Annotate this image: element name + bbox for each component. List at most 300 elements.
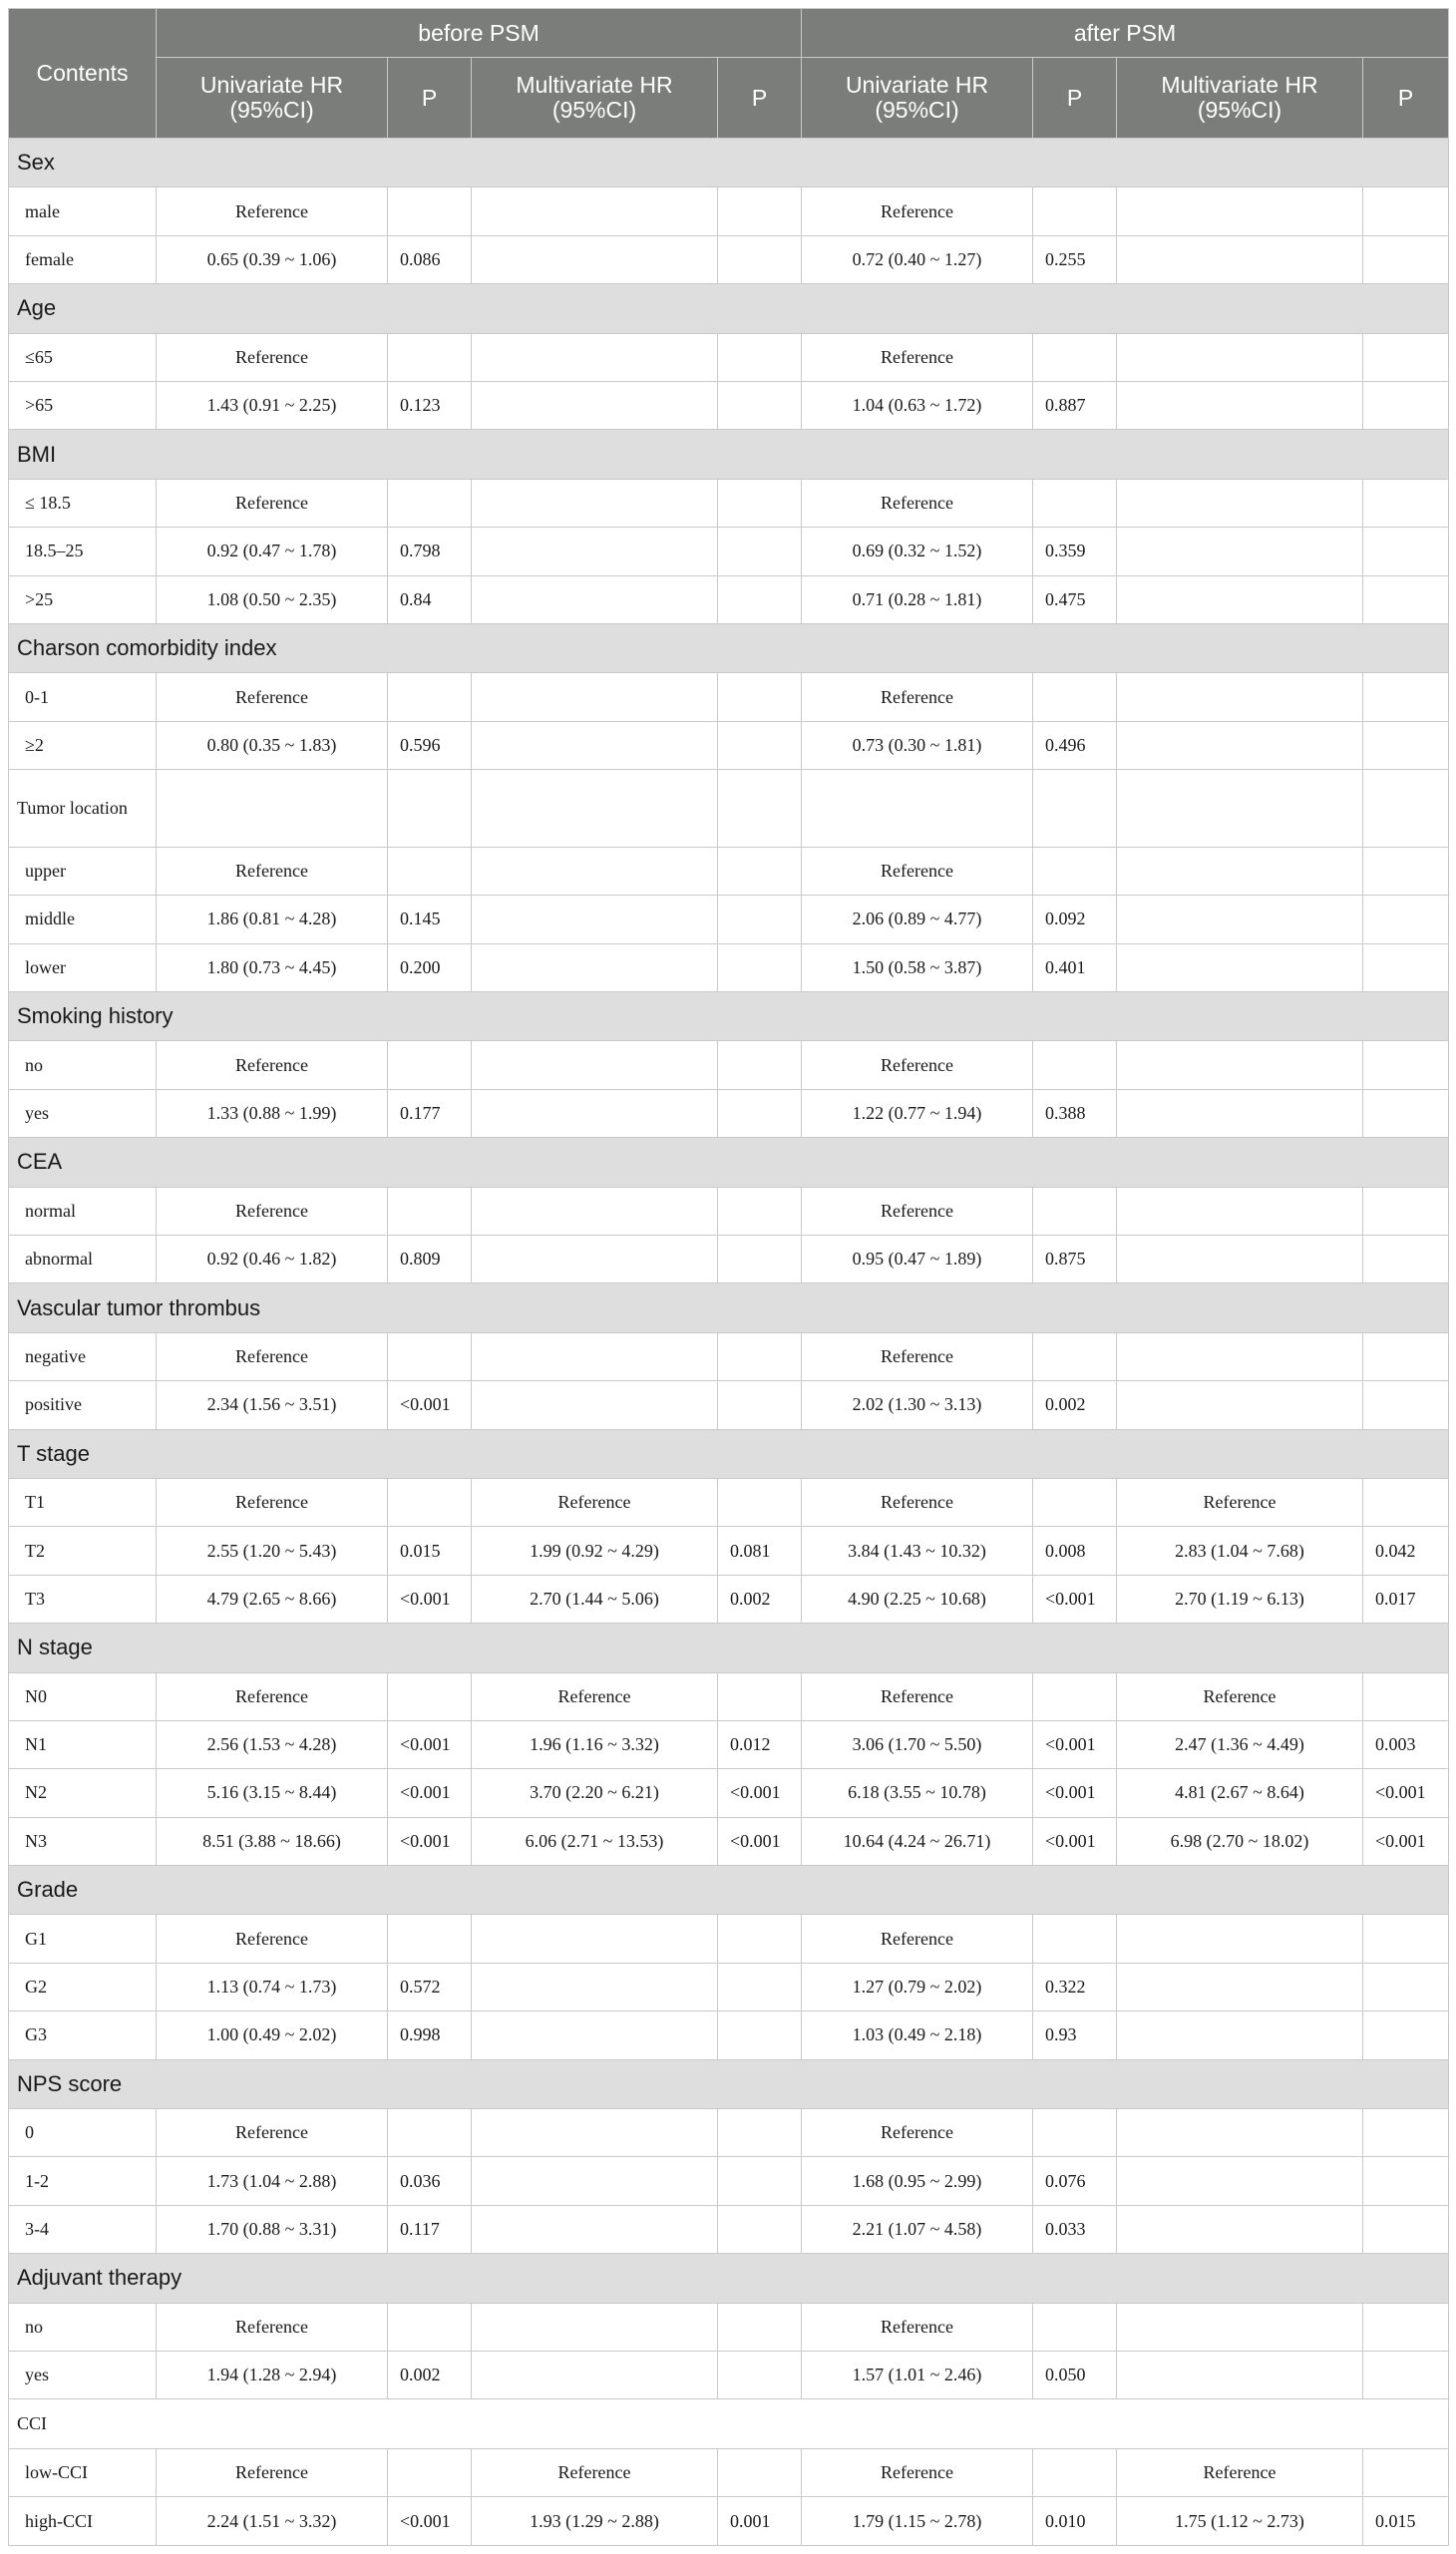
- p-value-cell: [1363, 235, 1449, 283]
- p-value-cell: <0.001: [388, 2497, 472, 2546]
- row-label: 3-4: [9, 2205, 157, 2253]
- p-value-cell: [718, 333, 802, 381]
- p-value-cell: [718, 2205, 802, 2253]
- univariate-hr-cell: Reference: [157, 673, 388, 721]
- univariate-hr-cell: 0.69 (0.32 ~ 1.52): [802, 528, 1033, 575]
- multivariate-hr-cell: [1117, 1041, 1363, 1089]
- section-header-row: [9, 284, 1449, 333]
- row-label: 0-1: [9, 673, 157, 721]
- multivariate-hr-cell: [472, 2109, 718, 2157]
- p-value-cell: [1363, 1381, 1449, 1429]
- section-header-row: [9, 1138, 1449, 1187]
- multivariate-hr-cell: [1117, 333, 1363, 381]
- multivariate-hr-cell: [1117, 479, 1363, 527]
- p-value-cell: 0.010: [1033, 2497, 1117, 2546]
- p-value-cell: 0.998: [388, 2011, 472, 2059]
- univariate-hr-cell: [157, 770, 388, 848]
- multivariate-hr-cell: 2.70 (1.19 ~ 6.13): [1117, 1575, 1363, 1623]
- univariate-hr-cell: Reference: [157, 847, 388, 895]
- univariate-hr-cell: Reference: [157, 1187, 388, 1235]
- p-value-cell: [718, 1915, 802, 1963]
- univariate-hr-cell: 8.51 (3.88 ~ 18.66): [157, 1817, 388, 1865]
- row-label: 18.5–25: [9, 528, 157, 575]
- row-label: yes: [9, 2352, 157, 2399]
- p-value-cell: [388, 2448, 472, 2496]
- univariate-hr-cell: Reference: [157, 479, 388, 527]
- univariate-hr-cell: 2.34 (1.56 ~ 3.51): [157, 1381, 388, 1429]
- multivariate-hr-cell: [472, 1235, 718, 1282]
- p-value-cell: [1033, 333, 1117, 381]
- univariate-hr-cell: Reference: [802, 1478, 1033, 1526]
- table-row: [9, 847, 1449, 895]
- multivariate-hr-cell: [472, 721, 718, 769]
- p-value-cell: [1363, 770, 1449, 848]
- p-value-cell: 0.015: [388, 1527, 472, 1575]
- section-header-row: [9, 139, 1449, 187]
- p-value-cell: <0.001: [1033, 1817, 1117, 1865]
- multivariate-hr-cell: [1117, 187, 1363, 235]
- row-label: 0: [9, 2109, 157, 2157]
- p-value-cell: [1363, 1187, 1449, 1235]
- univariate-hr-cell: Reference: [157, 2109, 388, 2157]
- p-value-cell: <0.001: [1363, 1817, 1449, 1865]
- p-value-cell: 0.076: [1033, 2157, 1117, 2205]
- p-value-cell: 0.002: [1033, 1381, 1117, 1429]
- multivariate-hr-cell: [1117, 1089, 1363, 1137]
- table-row: [9, 235, 1449, 283]
- univariate-hr-cell: Reference: [802, 847, 1033, 895]
- multivariate-hr-cell: [1117, 2011, 1363, 2059]
- univariate-hr-cell: Reference: [802, 187, 1033, 235]
- p-value-cell: <0.001: [388, 1720, 472, 1768]
- p-value-cell: [718, 235, 802, 283]
- table-row: [9, 1672, 1449, 1720]
- multivariate-hr-cell: Reference: [472, 2448, 718, 2496]
- table-row: [9, 1720, 1449, 1768]
- multivariate-hr-cell: [472, 187, 718, 235]
- univariate-hr-cell: 1.22 (0.77 ~ 1.94): [802, 1089, 1033, 1137]
- multivariate-hr-cell: [472, 2303, 718, 2351]
- section-title: Vascular tumor thrombus: [9, 1283, 1449, 1332]
- section-header-row: [9, 1624, 1449, 1672]
- p-value-cell: 0.117: [388, 2205, 472, 2253]
- p-value-cell: [1363, 2352, 1449, 2399]
- multivariate-hr-cell: [1117, 1187, 1363, 1235]
- univariate-hr-cell: Reference: [802, 673, 1033, 721]
- p-value-cell: [1033, 1478, 1117, 1526]
- univariate-hr-cell: 2.24 (1.51 ~ 3.32): [157, 2497, 388, 2546]
- row-label: G1: [9, 1915, 157, 1963]
- table-row: [9, 673, 1449, 721]
- univariate-hr-cell: 3.06 (1.70 ~ 5.50): [802, 1720, 1033, 1768]
- p-value-cell: [388, 1672, 472, 1720]
- table-row: [9, 1089, 1449, 1137]
- p-value-cell: [718, 1381, 802, 1429]
- p-value-cell: [1033, 187, 1117, 235]
- p-value-cell: [718, 896, 802, 943]
- p-value-cell: [1363, 1041, 1449, 1089]
- section-title: Sex: [9, 139, 1449, 187]
- univariate-hr-cell: Reference: [802, 479, 1033, 527]
- row-label: middle: [9, 896, 157, 943]
- p-value-cell: [718, 1332, 802, 1380]
- table-row: [9, 381, 1449, 429]
- multivariate-hr-cell: 3.70 (2.20 ~ 6.21): [472, 1769, 718, 1817]
- univariate-hr-cell: 0.72 (0.40 ~ 1.27): [802, 235, 1033, 283]
- section-title: Charson comorbidity index: [9, 623, 1449, 672]
- multivariate-hr-cell: [472, 673, 718, 721]
- p-value-cell: [718, 2352, 802, 2399]
- multivariate-hr-cell: [472, 1089, 718, 1137]
- table-row: [9, 1478, 1449, 1526]
- p-value-cell: <0.001: [388, 1575, 472, 1623]
- multivariate-hr-cell: [1117, 1235, 1363, 1282]
- row-label: yes: [9, 1089, 157, 1137]
- section-header-row: [9, 2059, 1449, 2108]
- p-value-cell: [1363, 1235, 1449, 1282]
- row-label: N0: [9, 1672, 157, 1720]
- table-header: [9, 9, 1449, 139]
- p-value-cell: [718, 770, 802, 848]
- p-value-cell: [1363, 381, 1449, 429]
- p-value-cell: [1363, 673, 1449, 721]
- p-value-cell: [718, 187, 802, 235]
- univariate-hr-cell: 0.65 (0.39 ~ 1.06): [157, 235, 388, 283]
- univariate-hr-cell: 1.94 (1.28 ~ 2.94): [157, 2352, 388, 2399]
- section-title: CEA: [9, 1138, 1449, 1187]
- univariate-hr-cell: 6.18 (3.55 ~ 10.78): [802, 1769, 1033, 1817]
- table-row: [9, 1527, 1449, 1575]
- multivariate-hr-cell: [1117, 2303, 1363, 2351]
- multivariate-hr-cell: Reference: [472, 1478, 718, 1526]
- table-row: [9, 528, 1449, 575]
- p-value-cell: [1363, 1089, 1449, 1137]
- row-label: lower: [9, 943, 157, 991]
- p-value-cell: <0.001: [388, 1769, 472, 1817]
- section-title: Smoking history: [9, 991, 1449, 1040]
- section-header-row: [9, 2399, 1449, 2448]
- univariate-hr-cell: 1.80 (0.73 ~ 4.45): [157, 943, 388, 991]
- multivariate-hr-cell: 1.99 (0.92 ~ 4.29): [472, 1527, 718, 1575]
- p-value-cell: 0.042: [1363, 1527, 1449, 1575]
- row-label: high-CCI: [9, 2497, 157, 2546]
- p-value-cell: 0.036: [388, 2157, 472, 2205]
- multivariate-hr-cell: [472, 2157, 718, 2205]
- p-value-cell: <0.001: [1363, 1769, 1449, 1817]
- p-value-cell: 0.081: [718, 1527, 802, 1575]
- univariate-hr-cell: Reference: [802, 333, 1033, 381]
- table-row: [9, 2303, 1449, 2351]
- p-value-cell: 0.003: [1363, 1720, 1449, 1768]
- univariate-hr-cell: 0.92 (0.47 ~ 1.78): [157, 528, 388, 575]
- p-value-cell: [1033, 2448, 1117, 2496]
- univariate-hr-cell: Reference: [802, 1332, 1033, 1380]
- table-row: [9, 1187, 1449, 1235]
- p-value-cell: [1363, 187, 1449, 235]
- univariate-hr-cell: 1.08 (0.50 ~ 2.35): [157, 575, 388, 623]
- univariate-hr-cell: 4.79 (2.65 ~ 8.66): [157, 1575, 388, 1623]
- table-row: [9, 2352, 1449, 2399]
- table-row: [9, 1769, 1449, 1817]
- p-value-cell: [1363, 721, 1449, 769]
- row-label: ≤65: [9, 333, 157, 381]
- row-label: no: [9, 1041, 157, 1089]
- p-value-cell: 0.388: [1033, 1089, 1117, 1137]
- row-label: upper: [9, 847, 157, 895]
- p-value-cell: 0.809: [388, 1235, 472, 1282]
- p-value-cell: [1363, 2448, 1449, 2496]
- multivariate-hr-cell: [1117, 1915, 1363, 1963]
- p-value-cell: <0.001: [1033, 1769, 1117, 1817]
- univariate-hr-cell: 1.04 (0.63 ~ 1.72): [802, 381, 1033, 429]
- table-row: [9, 1915, 1449, 1963]
- multivariate-hr-cell: [472, 1187, 718, 1235]
- p-value-cell: [388, 1915, 472, 1963]
- p-value-cell: 0.496: [1033, 721, 1117, 769]
- multivariate-hr-cell: 2.83 (1.04 ~ 7.68): [1117, 1527, 1363, 1575]
- p-value-cell: 0.092: [1033, 896, 1117, 943]
- p-value-cell: [1363, 847, 1449, 895]
- section-header-row: [9, 991, 1449, 1040]
- p-value-cell: <0.001: [718, 1769, 802, 1817]
- univariate-hr-cell: Reference: [157, 2303, 388, 2351]
- p-value-cell: [718, 847, 802, 895]
- p-value-cell: [718, 1089, 802, 1137]
- p-value-cell: <0.001: [1033, 1575, 1117, 1623]
- table-body: [9, 139, 1449, 2546]
- table-row: [9, 2497, 1449, 2546]
- p-value-cell: [1033, 1672, 1117, 1720]
- p-value-cell: [718, 479, 802, 527]
- multivariate-hr-cell: [472, 235, 718, 283]
- section-header-row: [9, 430, 1449, 479]
- univariate-hr-cell: Reference: [802, 1915, 1033, 1963]
- row-label: G2: [9, 1963, 157, 2010]
- table-row: [9, 187, 1449, 235]
- section-title: N stage: [9, 1624, 1449, 1672]
- p-value-cell: [1033, 1332, 1117, 1380]
- p-value-cell: [1033, 2109, 1117, 2157]
- p-value-cell: [718, 1672, 802, 1720]
- p-value-cell: [1033, 1915, 1117, 1963]
- univariate-hr-cell: 3.84 (1.43 ~ 10.32): [802, 1527, 1033, 1575]
- row-label: male: [9, 187, 157, 235]
- univariate-hr-cell: Reference: [802, 2448, 1033, 2496]
- p-value-cell: [1033, 1187, 1117, 1235]
- univariate-hr-cell: Reference: [802, 2303, 1033, 2351]
- section-header-row: [9, 1283, 1449, 1332]
- multivariate-hr-cell: [1117, 2205, 1363, 2253]
- univariate-hr-cell: Reference: [802, 2109, 1033, 2157]
- p-value-cell: [718, 575, 802, 623]
- univariate-hr-cell: 0.95 (0.47 ~ 1.89): [802, 1235, 1033, 1282]
- p-value-cell: [1033, 2303, 1117, 2351]
- multivariate-hr-cell: [472, 2205, 718, 2253]
- row-label: Tumor location: [9, 770, 157, 848]
- univariate-hr-cell: Reference: [157, 1332, 388, 1380]
- multivariate-hr-cell: [1117, 896, 1363, 943]
- univariate-hr-cell: 1.43 (0.91 ~ 2.25): [157, 381, 388, 429]
- multivariate-hr-cell: 1.93 (1.29 ~ 2.88): [472, 2497, 718, 2546]
- p-value-cell: 0.086: [388, 235, 472, 283]
- p-value-cell: [388, 1041, 472, 1089]
- p-value-cell: [718, 2448, 802, 2496]
- p-value-cell: [1363, 479, 1449, 527]
- p-value-cell: [1363, 2157, 1449, 2205]
- table-row: [9, 2205, 1449, 2253]
- p-value-cell: [1363, 2303, 1449, 2351]
- univariate-hr-cell: 1.50 (0.58 ~ 3.87): [802, 943, 1033, 991]
- univariate-hr-cell: 1.57 (1.01 ~ 2.46): [802, 2352, 1033, 2399]
- table-row: [9, 575, 1449, 623]
- univariate-hr-cell: 0.73 (0.30 ~ 1.81): [802, 721, 1033, 769]
- row-label: >65: [9, 381, 157, 429]
- multivariate-hr-cell: [1117, 1963, 1363, 2010]
- p-value-cell: [718, 673, 802, 721]
- multivariate-hr-cell: 6.98 (2.70 ~ 18.02): [1117, 1817, 1363, 1865]
- p-value-cell: [1033, 770, 1117, 848]
- header-group-after-psm: after PSM: [802, 9, 1449, 58]
- univariate-hr-cell: 1.27 (0.79 ~ 2.02): [802, 1963, 1033, 2010]
- row-label: negative: [9, 1332, 157, 1380]
- p-value-cell: [718, 721, 802, 769]
- header-contents: Contents: [9, 9, 157, 139]
- row-label: positive: [9, 1381, 157, 1429]
- multivariate-hr-cell: [1117, 1381, 1363, 1429]
- p-value-cell: [1363, 2109, 1449, 2157]
- multivariate-hr-cell: [472, 2011, 718, 2059]
- multivariate-hr-cell: [472, 381, 718, 429]
- p-value-cell: [718, 1235, 802, 1282]
- multivariate-hr-cell: [1117, 2352, 1363, 2399]
- p-value-cell: [1363, 896, 1449, 943]
- univariate-hr-cell: 1.13 (0.74 ~ 1.73): [157, 1963, 388, 2010]
- multivariate-hr-cell: 2.70 (1.44 ~ 5.06): [472, 1575, 718, 1623]
- p-value-cell: 0.359: [1033, 528, 1117, 575]
- row-label: N1: [9, 1720, 157, 1768]
- univariate-hr-cell: Reference: [157, 1041, 388, 1089]
- multivariate-hr-cell: [472, 528, 718, 575]
- p-value-cell: [1363, 2205, 1449, 2253]
- row-label: abnormal: [9, 1235, 157, 1282]
- p-value-cell: 0.572: [388, 1963, 472, 2010]
- p-value-cell: [388, 770, 472, 848]
- p-value-cell: 0.177: [388, 1089, 472, 1137]
- multivariate-hr-cell: [1117, 943, 1363, 991]
- multivariate-hr-cell: [1117, 2109, 1363, 2157]
- p-value-cell: 0.050: [1033, 2352, 1117, 2399]
- multivariate-hr-cell: [472, 943, 718, 991]
- univariate-hr-cell: 2.55 (1.20 ~ 5.43): [157, 1527, 388, 1575]
- univariate-hr-cell: 1.86 (0.81 ~ 4.28): [157, 896, 388, 943]
- p-value-cell: 0.875: [1033, 1235, 1117, 1282]
- p-value-cell: [388, 1187, 472, 1235]
- table-row: [9, 2109, 1449, 2157]
- section-title: CCI: [9, 2399, 1449, 2448]
- p-value-cell: 0.322: [1033, 1963, 1117, 2010]
- row-label: 1-2: [9, 2157, 157, 2205]
- p-value-cell: 0.887: [1033, 381, 1117, 429]
- p-value-cell: [388, 1478, 472, 1526]
- multivariate-hr-cell: [1117, 381, 1363, 429]
- table-row: [9, 2448, 1449, 2496]
- multivariate-hr-cell: [472, 575, 718, 623]
- multivariate-hr-cell: 2.47 (1.36 ~ 4.49): [1117, 1720, 1363, 1768]
- table-row: [9, 333, 1449, 381]
- univariate-hr-cell: Reference: [157, 2448, 388, 2496]
- section-header-row: [9, 1866, 1449, 1915]
- row-label: no: [9, 2303, 157, 2351]
- p-value-cell: 0.145: [388, 896, 472, 943]
- univariate-hr-cell: 5.16 (3.15 ~ 8.44): [157, 1769, 388, 1817]
- multivariate-hr-cell: [1117, 673, 1363, 721]
- section-title: Grade: [9, 1866, 1449, 1915]
- p-value-cell: [1363, 1478, 1449, 1526]
- univariate-hr-cell: 2.21 (1.07 ~ 4.58): [802, 2205, 1033, 2253]
- univariate-hr-cell: 2.06 (0.89 ~ 4.77): [802, 896, 1033, 943]
- p-value-cell: [718, 528, 802, 575]
- univariate-hr-cell: 1.33 (0.88 ~ 1.99): [157, 1089, 388, 1137]
- table-row: [9, 943, 1449, 991]
- p-value-cell: [388, 847, 472, 895]
- row-label: T1: [9, 1478, 157, 1526]
- row-label: low-CCI: [9, 2448, 157, 2496]
- p-value-cell: [388, 333, 472, 381]
- p-value-cell: [718, 1478, 802, 1526]
- univariate-hr-cell: 1.00 (0.49 ~ 2.02): [157, 2011, 388, 2059]
- table-row: [9, 770, 1449, 848]
- row-label: ≤ 18.5: [9, 479, 157, 527]
- header-multivariate-hr: Multivariate HR (95%CI): [1117, 58, 1363, 139]
- p-value-cell: 0.123: [388, 381, 472, 429]
- p-value-cell: 0.200: [388, 943, 472, 991]
- multivariate-hr-cell: [1117, 847, 1363, 895]
- p-value-cell: <0.001: [388, 1817, 472, 1865]
- univariate-hr-cell: Reference: [157, 1915, 388, 1963]
- univariate-hr-cell: Reference: [802, 1041, 1033, 1089]
- p-value-cell: [1363, 333, 1449, 381]
- section-title: Adjuvant therapy: [9, 2254, 1449, 2303]
- p-value-cell: <0.001: [718, 1817, 802, 1865]
- univariate-hr-cell: 0.92 (0.46 ~ 1.82): [157, 1235, 388, 1282]
- univariate-hr-cell: 1.70 (0.88 ~ 3.31): [157, 2205, 388, 2253]
- multivariate-hr-cell: [472, 770, 718, 848]
- p-value-cell: [718, 2157, 802, 2205]
- p-value-cell: 0.401: [1033, 943, 1117, 991]
- p-value-cell: [718, 2109, 802, 2157]
- univariate-hr-cell: Reference: [157, 187, 388, 235]
- section-title: BMI: [9, 430, 1449, 479]
- p-value-cell: [388, 187, 472, 235]
- table-row: [9, 1817, 1449, 1865]
- p-value-cell: 0.475: [1033, 575, 1117, 623]
- p-value-cell: [718, 943, 802, 991]
- multivariate-hr-cell: 1.75 (1.12 ~ 2.73): [1117, 2497, 1363, 2546]
- univariate-hr-cell: Reference: [157, 1478, 388, 1526]
- row-label: N2: [9, 1769, 157, 1817]
- univariate-hr-cell: 1.73 (1.04 ~ 2.88): [157, 2157, 388, 2205]
- multivariate-hr-cell: [1117, 528, 1363, 575]
- univariate-hr-cell: 1.03 (0.49 ~ 2.18): [802, 2011, 1033, 2059]
- p-value-cell: [1033, 847, 1117, 895]
- p-value-cell: [1363, 943, 1449, 991]
- table-row: [9, 479, 1449, 527]
- p-value-cell: [718, 2303, 802, 2351]
- table-row: [9, 1041, 1449, 1089]
- multivariate-hr-cell: Reference: [1117, 1672, 1363, 1720]
- multivariate-hr-cell: [1117, 575, 1363, 623]
- p-value-cell: [388, 479, 472, 527]
